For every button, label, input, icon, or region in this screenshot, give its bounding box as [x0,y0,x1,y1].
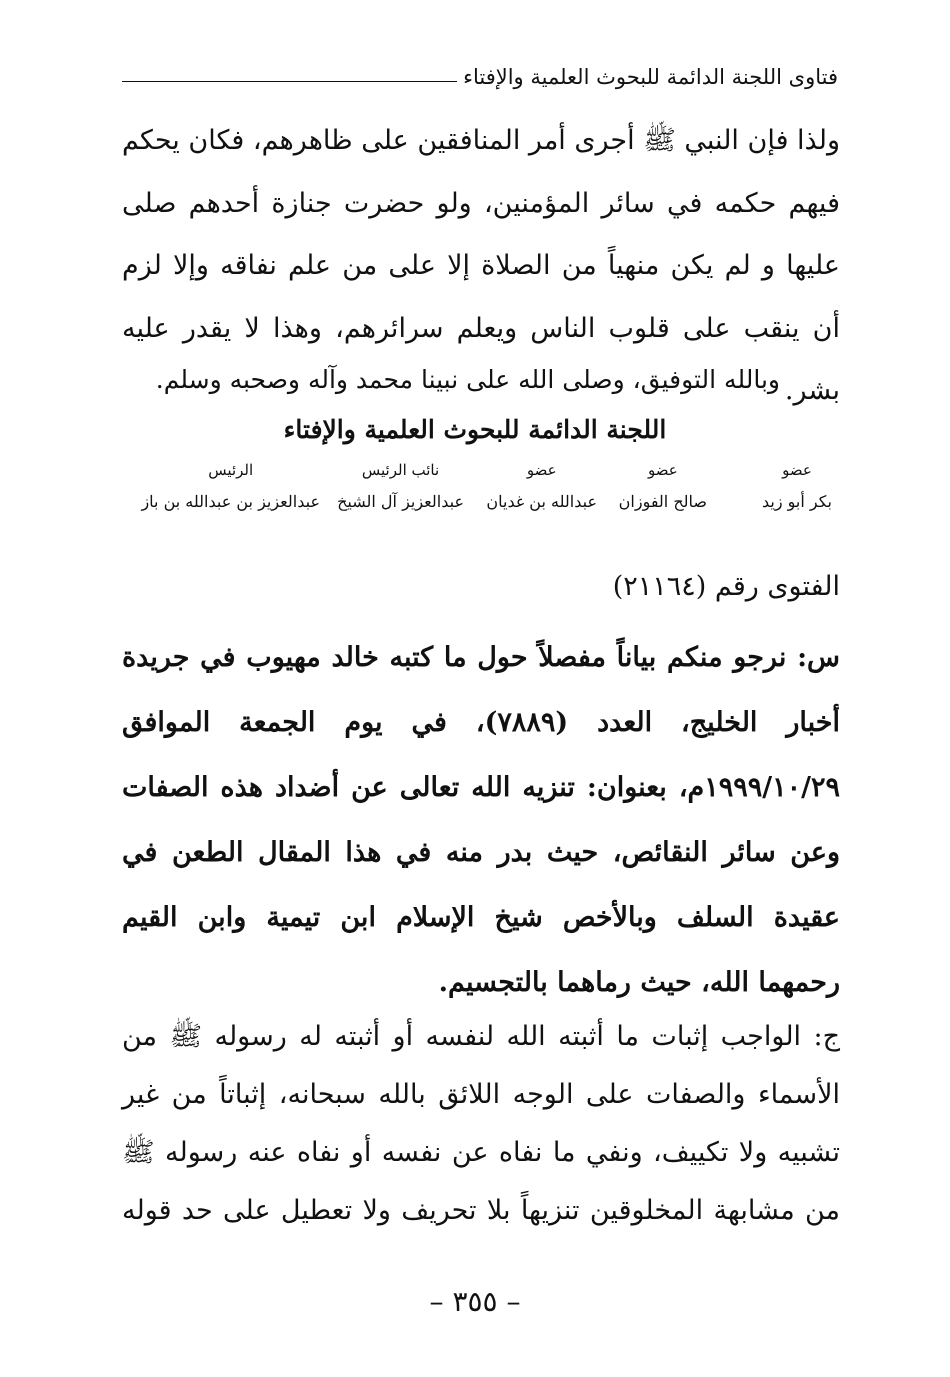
page-number: – ٣٥٥ – [429,1285,521,1318]
signature-member [486,455,597,519]
member-name: عبدالله بن غديان [486,492,597,511]
committee-title: اللجنة الدائمة للبحوث العلمية والإفتاء [283,415,667,444]
signature-member [337,455,464,519]
member-role: الرئيس [208,461,254,479]
closing-line: وبالله التوفيق، وصلى الله على نبينا محمد وآله وصحبه وسلم. [155,365,780,394]
member-role: عضو [647,461,678,479]
signature-member [141,455,320,519]
member-role: نائب الرئيس [361,461,440,479]
question-paragraph: س: نرجو منكم بياناً مفصلاً حول ما كتبه خالد مهيوب في جريدة أخبار الخليج، العدد (٧٨٨٩)، في يوم الجمعة الموافق ١٩٩٩/١٠/٢٩م، بعنوان: تنزيه الله تعالى عن أضداد هذه الصفات وعن سائر النقائص، حيث بدر منه في هذا المقال الطعن في عقيدة السلف وبالأخص شيخ الإسلام ابن تيمية وابن القيم رحمهما الله، حيث رماهما بالتجسيم. [122,642,840,998]
member-name: بكر أبو زيد [761,492,832,511]
body-paragraph: ولذا فإن النبي ﷺ أجرى أمر المنافقين على ظاهرهم، فكان يحكم فيهم حكمه في سائر المؤمنين، ولو حضرت جنازة أحدهم صلى عليها و لم يكن منهياً من الصلاة إلا على من علم نفاقه وإلا لزم أن ينقب على قلوب الناس ويعلم سرائرهم، وهذا لا يقدر عليه بشر. [122,125,840,406]
member-name: عبدالعزيز بن عبدالله بن باز [141,492,320,511]
member-role: عضو [526,461,557,479]
header-rule [122,81,457,82]
signature-member [762,455,832,519]
member-name: صالح الفوزان [618,492,707,511]
signature-block [130,455,832,535]
answer-paragraph: ج: الواجب إثبات ما أثبته الله لنفسه أو أثبته له رسوله ﷺ من الأسماء والصفات على الوجه اللائق بالله سبحانه، إثباتاً من غير تشبيه ولا تكييف، ونفي ما نفاه عن نفسه أو نفاه عنه رسوله ﷺ من مشابهة المخلوقين تنزيهاً بلا تحريف ولا تعطيل على حد قوله [122,1021,840,1226]
running-header [122,58,838,88]
member-name: عبدالعزيز آل الشيخ [337,492,464,511]
member-role: عضو [782,461,812,479]
signature-member [619,455,707,519]
fatwa-number: الفتوى رقم (٢١١٦٤) [612,571,840,602]
header-title: فتاوى اللجنة الدائمة للبحوث العلمية والإفتاء [463,65,838,89]
